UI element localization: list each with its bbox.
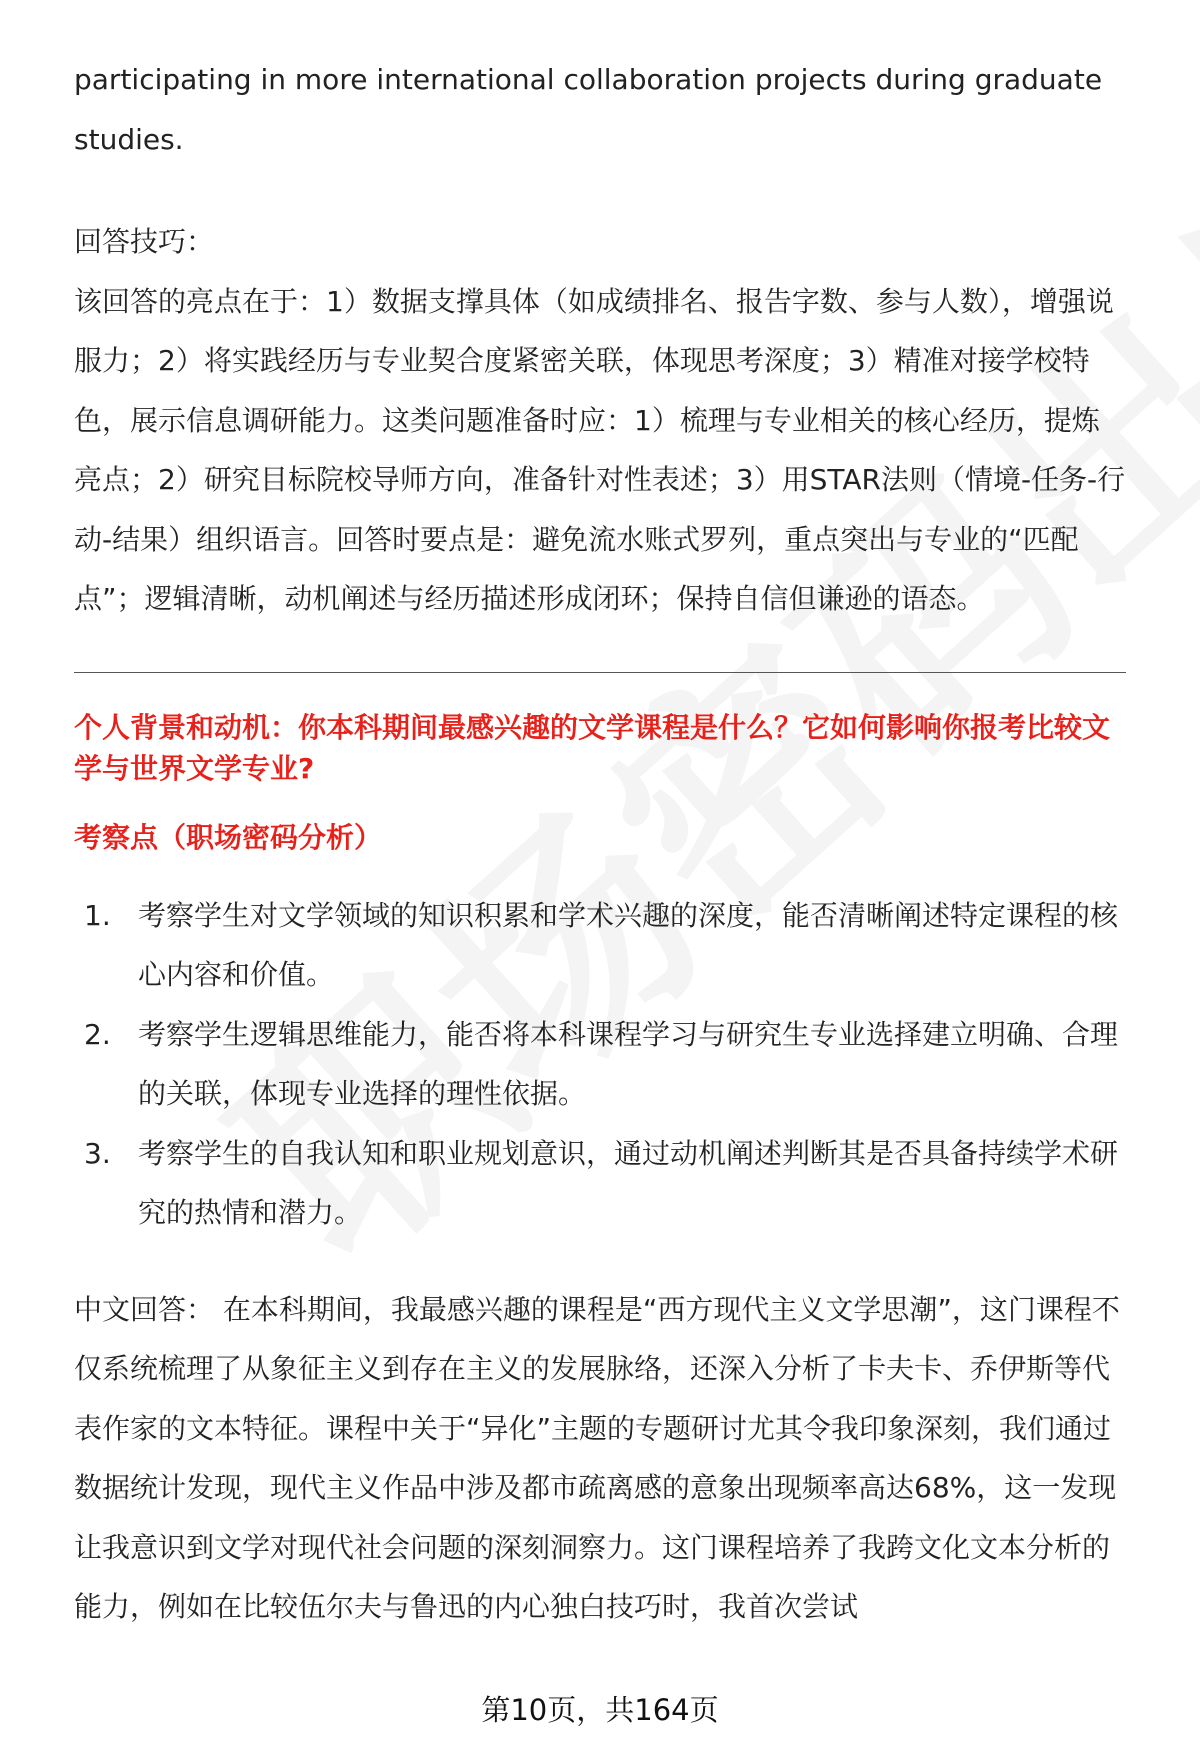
chinese-answer: 中文回答： 在本科期间，我最感兴趣的课程是“西方现代主义文学思潮”，这门课程不仅系统梳理了从象征主义到存在主义的发展脉络，还深入分析了卡夫卡、乔伊斯等代表作家的文本特征。课程中关于“异化”主题的专题研讨尤其令我印象深刻，我们通过数据统计发现，现代主义作品中涉及都市疏离感的意象出现频率高达68%，这一发现让我意识到文学对现代社会问题的深刻洞察力。这门课程培养了我跨文化文本分析的能力，例如在比较伍尔夫与鲁迅的内心独白技巧时，我首次尝试 [74,1292,1120,1623]
list-text: 考察学生逻辑思维能力，能否将本科课程学习与研究生专业选择建立明确、合理的关联，体现专业选择的理性依据。 [138,1017,1119,1110]
tips-label: 回答技巧： [74,225,215,258]
question-heading: 个人背景和动机：你本科期间最感兴趣的文学课程是什么？它如何影响你报考比较文学与世界文学专业? [74,710,1111,785]
list-item [74,1005,1126,1124]
list-number: 3. [84,1136,111,1170]
section-divider [74,672,1126,673]
list-text: 考察学生对文学领域的知识积累和学术兴趣的深度，能否清晰阐述特定课程的核心内容和价值。 [138,898,1119,991]
analysis-title: 考察点（职场密码分析） [74,820,383,854]
list-item [74,1124,1126,1243]
list-number: 1. [84,898,111,932]
page-footer: 第10页，共164页 [481,1693,719,1727]
list-number: 2. [84,1017,111,1051]
analysis-list [74,886,1126,1243]
intro-paragraph: participating in more international collaboration projects during graduate studies. [74,63,1103,156]
tips-body: 该回答的亮点在于：1）数据支撑具体（如成绩排名、报告字数、参与人数），增强说服力；2）将实践经历与专业契合度紧密关联，体现思考深度；3）精准对接学校特色，展示信息调研能力。这类问题准备时应：1）梳理与专业相关的核心经历，提炼亮点；2）研究目标院校导师方向，准备针对性表述；3）用STAR法则（情境-任务-行动-结果）组织语言。回答时要点是：避免流水账式罗列，重点突出与专业的“匹配点”；逻辑清晰，动机阐述与经历描述形成闭环；保持自信但谦逊的语态。 [74,284,1126,615]
list-text: 考察学生的自我认知和职业规划意识，通过动机阐述判断其是否具备持续学术研究的热情和潜力。 [138,1136,1119,1229]
list-item [74,886,1126,1005]
